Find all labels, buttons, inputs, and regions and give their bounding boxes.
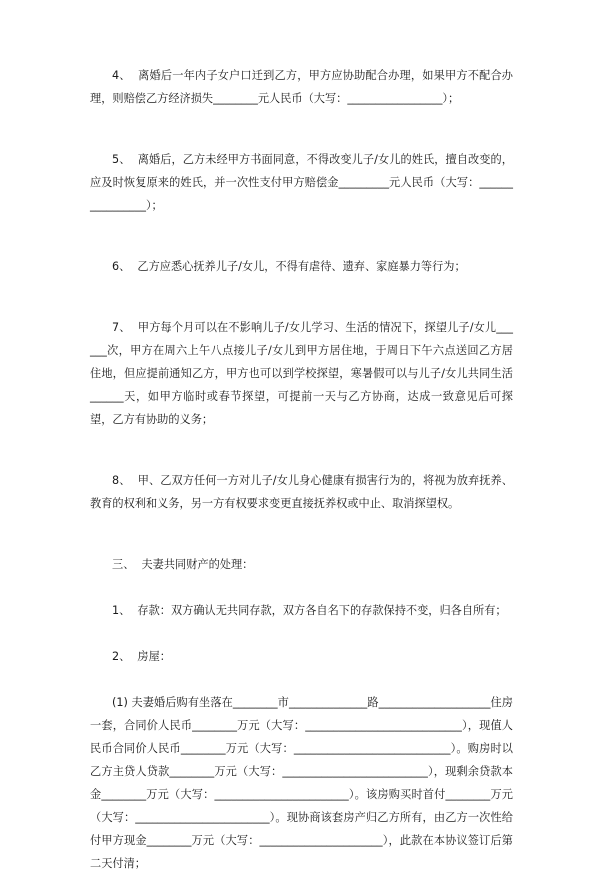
house-subclause-1: (1) 夫妻婚后购有坐落在________市______________路____________________住房一套，合同价人民币________万元（大写：____________________________），现值人民币合同价人民币________万元（大写：____________________________）。购房时以乙方主贷人贷款________万元（大写：__________________________），现剩余贷款本金________万元（大写：________________________）。该房购买时首付________万元（大写：________________________）。现协商该套房产归乙方所有，由乙方一次性给付甲方现金________万元（大写：______________________），此款在本协议签订后第二天付清； [90,696,513,870]
clause-4-paragraph: 4、 离婚后一年内子女户口迁到乙方，甲方应协助配合办理，如果甲方不配合办理，则赔偿乙方经济损失________元人民币（大写：_________________）； [90,69,513,105]
clause-5-paragraph: 5、 离婚后，乙方未经甲方书面同意，不得改变儿子/女儿的姓氏，擅自改变的，应及时恢复原来的姓氏，并一次性支付甲方赔偿金_________元人民币（大写：________________）； [90,153,513,212]
property-clause-1-deposits: 1、 存款：双方确认无共同存款，双方各自名下的存款保持不变，归各自所有； [112,604,507,617]
clause-7-paragraph: 7、 甲方每个月可以在不影响儿子/女儿学习、生活的情况下，探望儿子/女儿______次，甲方在周六上午八点接儿子/女儿到甲方居住地，于周日下午六点送回乙方居住地，但应提前通知乙方，甲方也可以到学校探望，寒暑假可以与儿子/女儿共同生活______天，如甲方临时或春节探望，可提前一天与乙方协商，达成一致意见后可探望，乙方有协助的义务； [90,321,513,426]
property-clause-2-house: 2、 房屋： [112,650,171,663]
clause-6-paragraph: 6、 乙方应悉心抚养儿子/女儿，不得有虐待、遗弃、家庭暴力等行为； [112,260,466,273]
section-three-heading: 三、 夫妻共同财产的处理： [112,558,254,571]
clause-8-paragraph: 8、 甲、乙双方任何一方对儿子/女儿身心健康有损害行为的，将视为放弃抚养、教育的权利和义务，另一方有权要求变更直接抚养权或中止、取消探望权。 [90,474,513,510]
